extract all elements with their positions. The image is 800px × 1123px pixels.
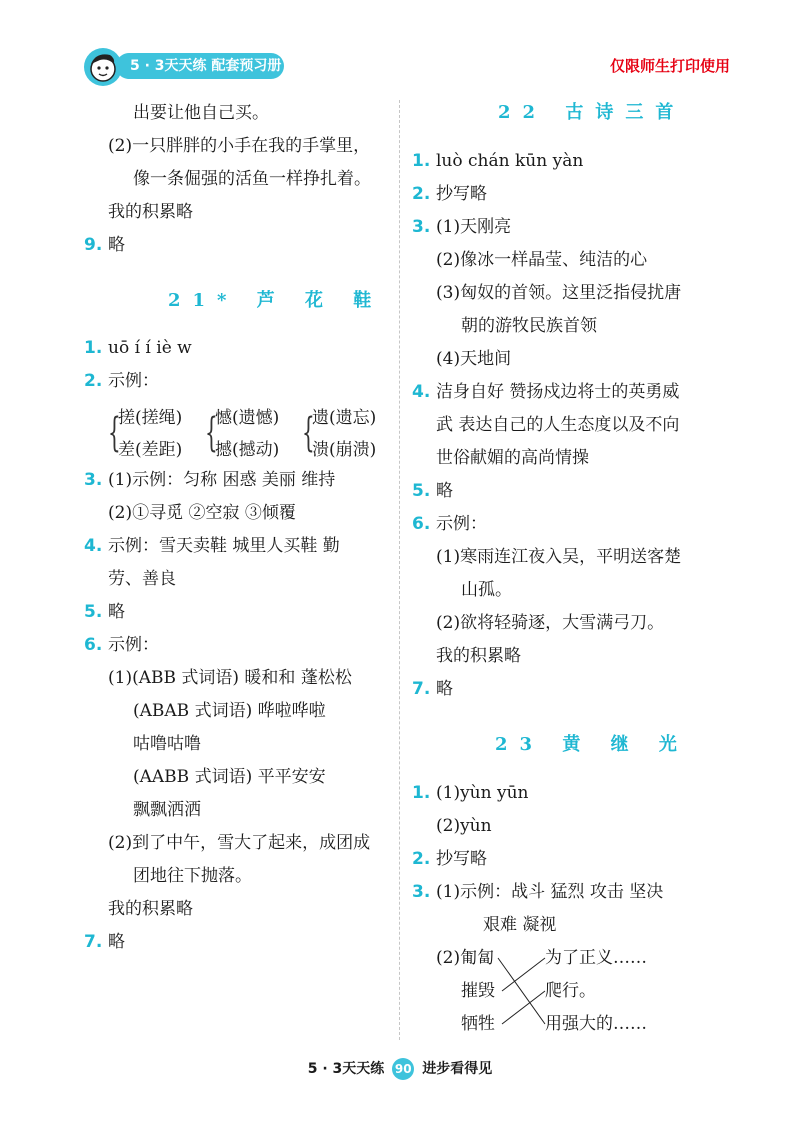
question-number: 1.	[412, 151, 431, 171]
question-number: 4.	[412, 382, 431, 402]
answer-line: 世俗献媚的高尚情操	[436, 448, 589, 468]
answer-line: 略	[108, 602, 125, 622]
answer-line: (AABB 式词语) 平平安安	[133, 767, 326, 787]
answer-line: (ABAB 式词语) 哗啦哗啦	[133, 701, 326, 721]
series-badge: 5 · 3天天练 配套预习册	[116, 53, 284, 79]
answer-line: 略	[436, 481, 453, 501]
answer-line: 飘飘洒洒	[133, 800, 201, 820]
answer-line: 山孤。	[461, 580, 512, 600]
answer-line: (2)欲将轻骑逐，大雪满弓刀。	[436, 613, 665, 633]
answer-line: 略	[108, 235, 125, 255]
answer-line: 团地往下抛落。	[133, 866, 252, 886]
answer-line: (2)像冰一样晶莹、纯洁的心	[436, 250, 648, 270]
answer-line: (1)示例：战斗 猛烈 攻击 坚决	[436, 882, 664, 902]
answer-line: (1)寒雨连江夜入吴，平明送客楚	[436, 547, 682, 567]
answer-line: 出要让他自己买。	[133, 103, 269, 123]
word-pair: 溃(崩溃)	[312, 440, 377, 460]
brace-icon: {	[108, 410, 121, 456]
answer-line: 我的积累略	[108, 202, 193, 222]
answer-line: (1)(ABB 式词语) 暖和和 蓬松松	[108, 668, 352, 688]
question-number: 7.	[84, 932, 103, 952]
question-number: 9.	[84, 235, 103, 255]
answer-line: (2)到了中午，雪大了起来，成团成	[108, 833, 371, 853]
match-line	[502, 991, 545, 1024]
match-right-item: 为了正义……	[545, 948, 647, 968]
match-line	[498, 958, 545, 1024]
question-number: 3.	[412, 217, 431, 237]
page-number: 90	[392, 1058, 414, 1080]
match-left-item: (2)匍匐	[436, 948, 495, 968]
answer-line: (1)示例：匀称 困惑 美丽 维持	[108, 470, 336, 490]
answer-line: 像一条倔强的活鱼一样挣扎着。	[133, 169, 371, 189]
footer-slogan: 进步看得见	[422, 1061, 493, 1077]
match-left-item: 摧毁	[461, 981, 495, 1001]
answer-line: (3)匈奴的首领。这里泛指侵扰唐	[436, 283, 682, 303]
answer-line: (1)天刚亮	[436, 217, 512, 237]
question-number: 3.	[84, 470, 103, 490]
answer-line: uō í í iè w	[108, 338, 192, 358]
question-number: 1.	[412, 783, 431, 803]
footer-series: 5 · 3天天练	[307, 1061, 385, 1077]
page-footer	[0, 1058, 800, 1080]
match-right-item: 爬行。	[545, 981, 596, 1001]
answer-line: 我的积累略	[436, 646, 521, 666]
answer-line: (2)①寻觅 ②空寂 ③倾覆	[108, 503, 296, 523]
answer-line: 咕噜咕噜	[133, 734, 201, 754]
answer-line: 略	[436, 679, 453, 699]
question-number: 2.	[84, 371, 103, 391]
answer-line: 抄写略	[436, 849, 487, 869]
question-number: 5.	[412, 481, 431, 501]
question-number: 4.	[84, 536, 103, 556]
question-number: 6.	[84, 635, 103, 655]
answer-line: 朝的游牧民族首领	[461, 316, 597, 336]
brace-icon: {	[205, 410, 218, 456]
answer-line: 示例：	[108, 635, 159, 655]
usage-notice: 仅限师生打印使用	[609, 57, 730, 75]
answer-line: 洁身自好 赞扬戍边将士的英勇威	[436, 382, 680, 402]
answer-line: (2)一只胖胖的小手在我的手掌里，	[108, 136, 371, 156]
word-pair: 遗(遗忘)	[312, 408, 377, 428]
answer-line: (2)yùn	[436, 816, 492, 836]
match-left-item: 牺牲	[461, 1014, 495, 1034]
answer-line: 示例：雪天卖鞋 城里人买鞋 勤	[108, 536, 340, 556]
answer-line: (1)yùn yūn	[436, 783, 529, 803]
question-number: 5.	[84, 602, 103, 622]
word-pair: 差(差距)	[118, 440, 183, 460]
question-number: 7.	[412, 679, 431, 699]
lesson-title: 21* 芦 花 鞋	[168, 290, 384, 311]
answer-line: 劳、善良	[108, 569, 176, 589]
answer-line: 艰难 凝视	[483, 915, 557, 935]
answer-line: 示例：	[436, 514, 487, 534]
question-number: 1.	[84, 338, 103, 358]
answer-line: 示例：	[108, 371, 159, 391]
word-pair: 撼(撼动)	[215, 440, 280, 460]
answer-line: (4)天地间	[436, 349, 512, 369]
lesson-title: 23 黄 继 光	[495, 734, 689, 755]
word-pair: 搓(搓绳)	[118, 408, 183, 428]
answer-line: 我的积累略	[108, 899, 193, 919]
word-pair: 憾(遗憾)	[215, 408, 280, 428]
answer-line: 略	[108, 932, 125, 952]
match-line	[502, 958, 545, 991]
brace-icon: {	[302, 410, 315, 456]
answer-line: 抄写略	[436, 184, 487, 204]
question-number: 2.	[412, 184, 431, 204]
question-number: 2.	[412, 849, 431, 869]
answer-line: 武 表达自己的人生态度以及不向	[436, 415, 680, 435]
lesson-title: 22 古诗三首	[498, 102, 686, 123]
match-right-item: 用强大的……	[545, 1014, 647, 1034]
question-number: 3.	[412, 882, 431, 902]
answer-line: luò chán kūn yàn	[436, 151, 584, 171]
question-number: 6.	[412, 514, 431, 534]
